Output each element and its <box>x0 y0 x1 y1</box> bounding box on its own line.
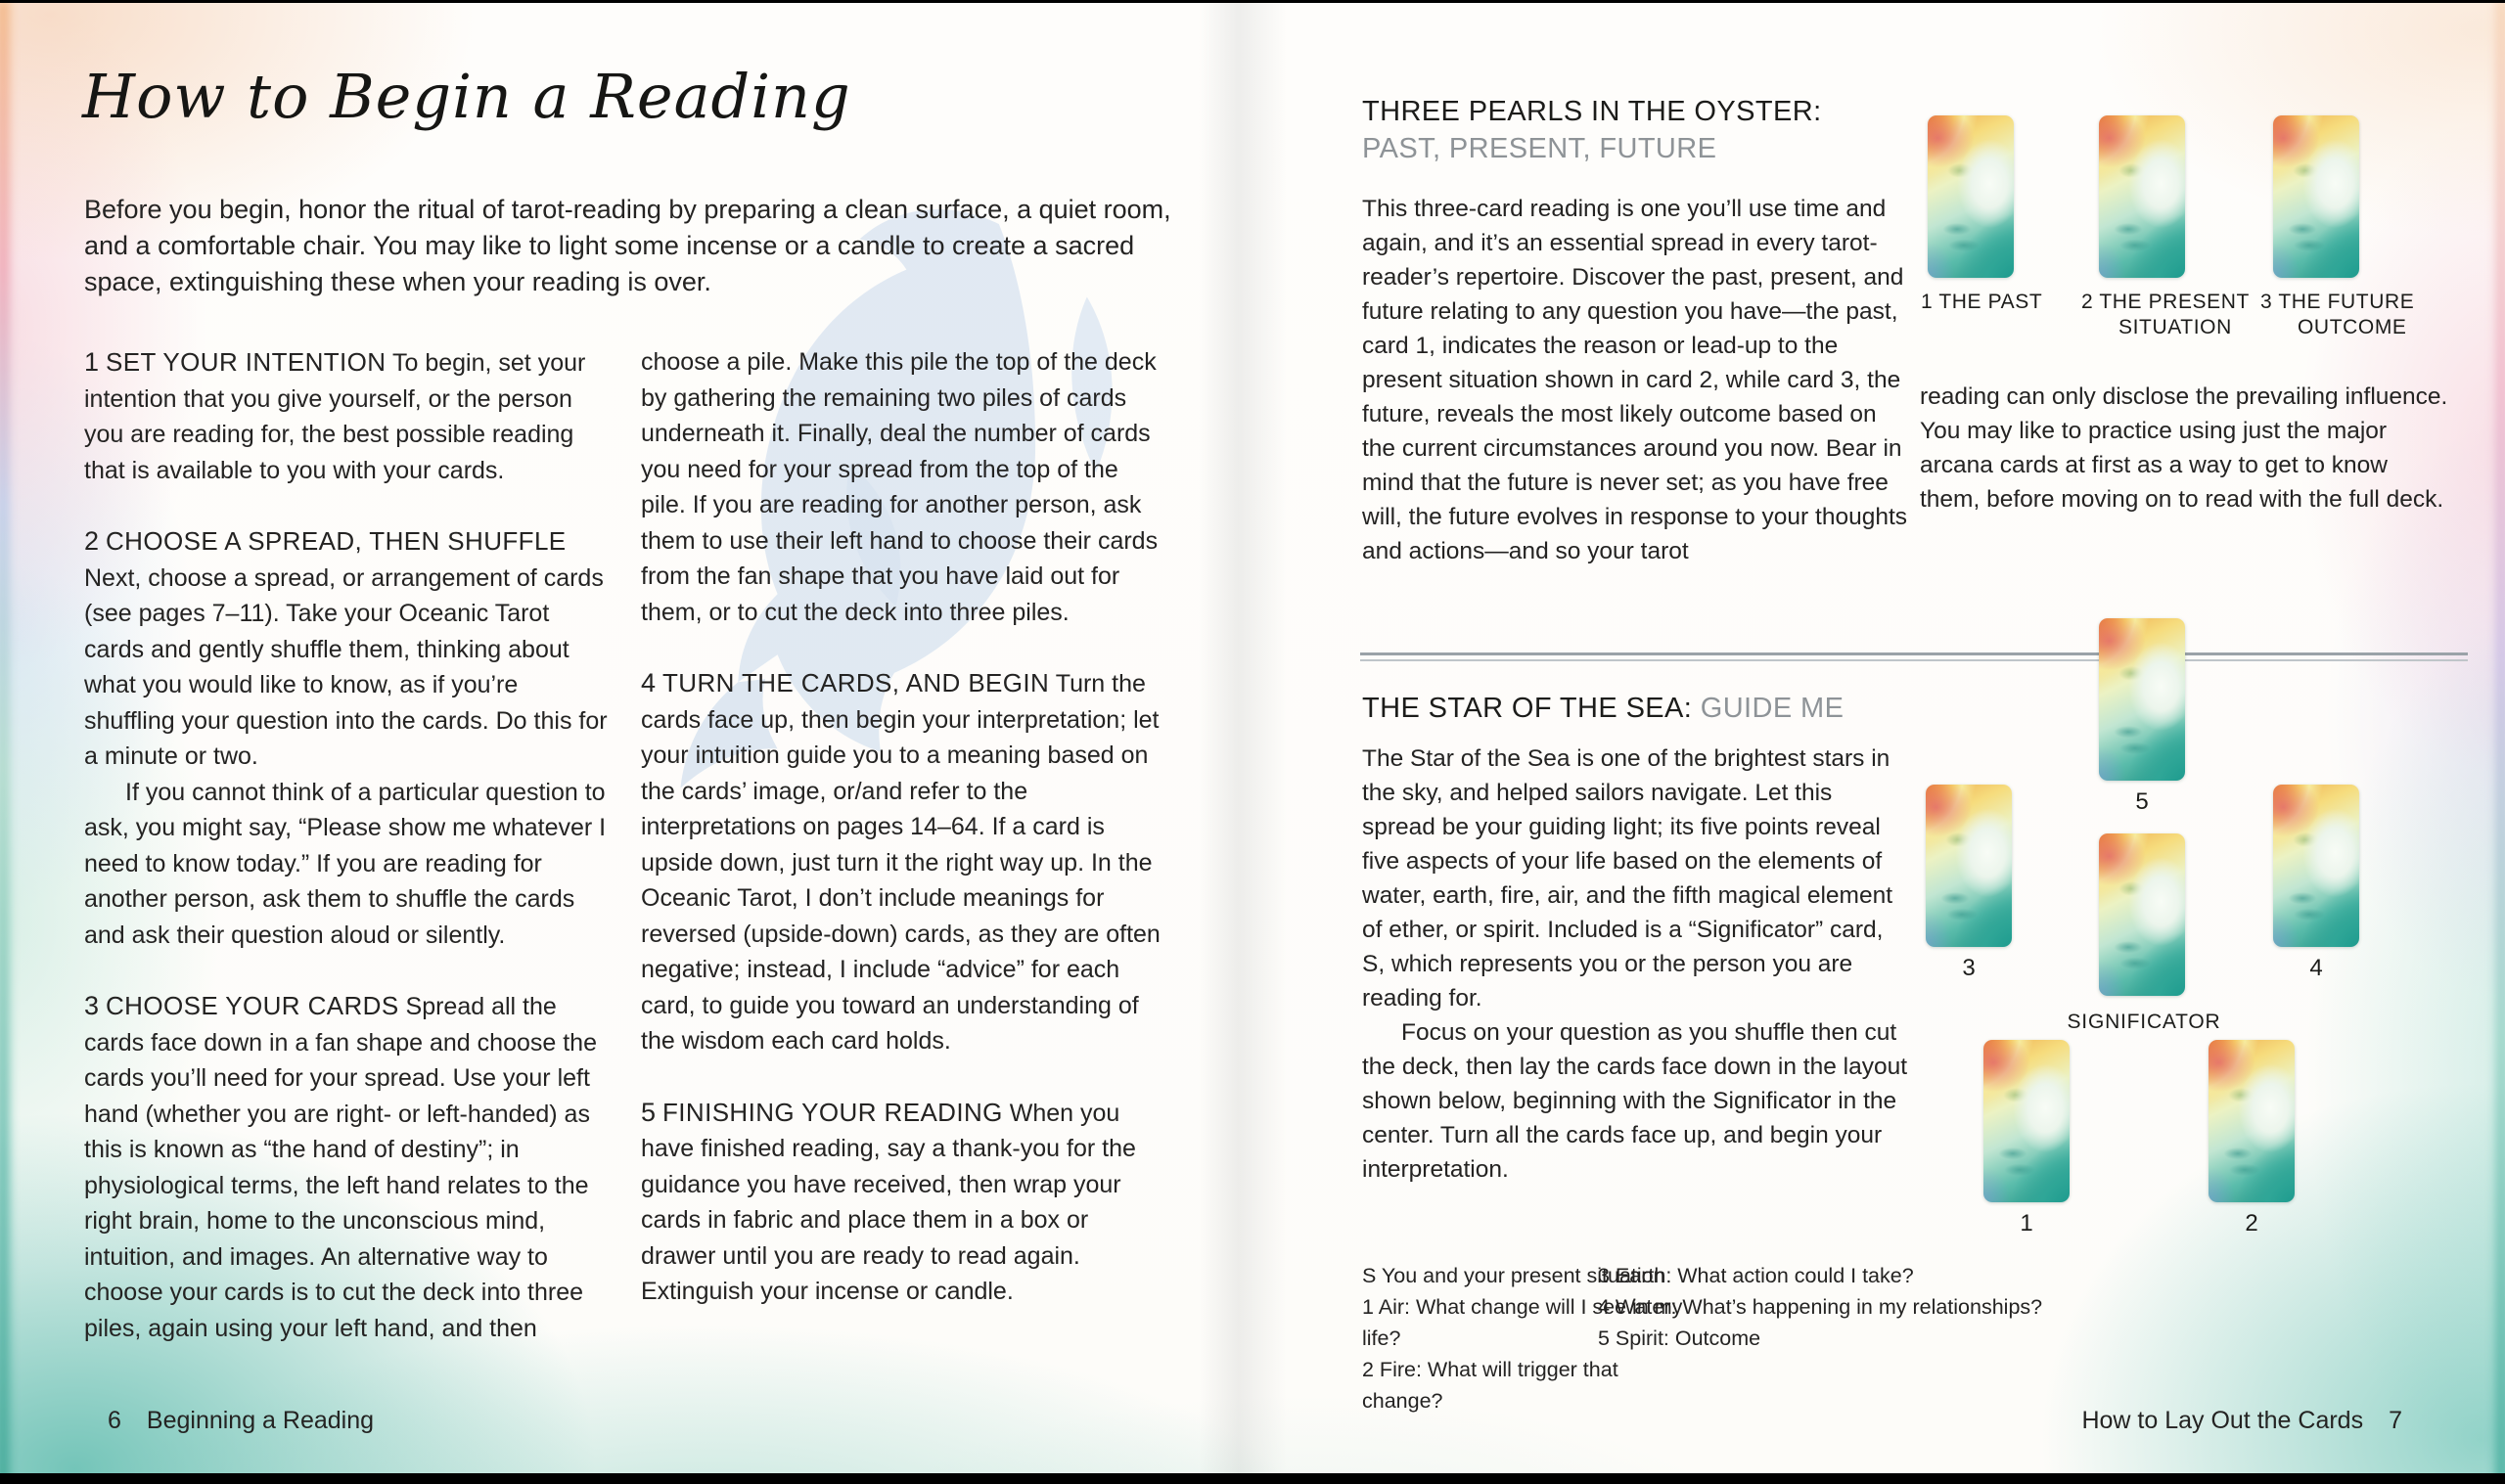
spread-card-4-label: 4 <box>2309 955 2323 981</box>
spread-card-2 <box>2209 1040 2295 1202</box>
star-heading-sub: GUIDE ME <box>1700 693 1845 724</box>
step-3-number: 3 <box>84 991 100 1020</box>
step-2-paragraph-2: If you cannot think of a particular question to ask, you might say, “Please show me whatever I need to know today.” If you are reading for another person, ask them to shuffle the cards and ask their question aloud or silently. <box>84 778 607 949</box>
tarot-card-back-future <box>2273 115 2359 278</box>
card-label-future-line1: 3 THE FUTURE <box>2260 291 2415 313</box>
card-label-past <box>1921 290 2042 315</box>
star-body-paragraph-1: The Star of the Sea is one of the brightest stars in the sky, and helped sailors navigate. Let this spread be your guiding light; its five points reveal five aspects of your life based on the elements of water, earth, fire, air, and the fifth magical element of ether, or spirit. Included is a “Significator” card, S, which represents you or the person you are reading for. <box>1362 745 1893 1012</box>
step-1-heading: SET YOUR INTENTION <box>105 347 387 377</box>
watercolor-left-edge <box>0 0 10 1484</box>
spread-card-5-label: 5 <box>2135 788 2149 815</box>
key-item-1-air: 1 Air: What change will I see in my life? <box>1362 1295 1683 1350</box>
step-3-body: Spread all the cards face down in a fan shape and choose the cards you’ll need for your spread. Use your left hand (whether you are right- or left-handed) as this is known as “the hand of destiny”; in physiological terms, the left hand relates to the right brain, home to the unconscious mind, intuition, and images. An alternative way to choose your cards is to cut the deck into three piles, again using your left hand, and then <box>84 993 597 1342</box>
pearls-body-text: This three-card reading is one you’ll use time and again, and it’s an essential spread in every tarot-reader’s repertoire. Discover the past, present, and future relating to any question you have—the past, card 1, indicates the reason or lead-up to the present situation shown in card 2, while card 3, the future, reveals the most likely outcome based on the current circumstances around you now. Bear in mind that the future is never set; as you have free will, the future evolves in response to your thoughts and actions—and so your tarot <box>1362 196 1908 564</box>
left-footer-section-title: Beginning a Reading <box>146 1407 375 1434</box>
pearls-heading-main: THREE PEARLS IN THE OYSTER: <box>1362 96 1822 127</box>
step-2 <box>84 523 613 775</box>
significator-label: SIGNIFICATOR <box>2067 1011 2221 1033</box>
step-3-heading: CHOOSE YOUR CARDS <box>105 991 399 1020</box>
page-gutter <box>1199 0 1287 1484</box>
right-footer-section-title: How to Lay Out the Cards <box>2081 1407 2364 1434</box>
step-5-body: When you have finished reading, say a thank-you for the guidance you have received, then wrap your cards in fabric and place them in a box or drawer until you are ready to read again. Extinguish your incense or candle. <box>641 1099 1136 1305</box>
pearls-body-continuation: reading can only disclose the prevailing influence. You may like to practice using just the major arcana cards at first as a way to get to know them, before moving on to read with the full deck. <box>1920 383 2448 513</box>
card-label-present-line1: 2 THE PRESENT <box>2081 291 2250 313</box>
step-4-number: 4 <box>641 668 657 697</box>
watercolor-right-edge <box>2495 0 2505 1484</box>
right-footer <box>2081 1407 2402 1435</box>
step-5 <box>641 1095 1169 1310</box>
step-3 <box>84 988 613 1346</box>
scan-edge-top <box>0 0 2505 3</box>
step-1 <box>84 344 613 488</box>
star-body-paragraph-2: Focus on your question as you shuffle then cut the deck, then lay the cards face down in the layout shown below, beginning with the Significator in the center. Turn all the cards face up, and begin your interpretation. <box>1362 1019 1908 1183</box>
tarot-card-back-present <box>2099 115 2185 278</box>
left-column-1 <box>84 344 613 1381</box>
key-item-3-earth: 3 Earth: What action could I take? <box>1598 1264 1914 1287</box>
card-label-present-line2: SITUATION <box>2118 316 2232 338</box>
section-divider-rule <box>1360 652 2468 661</box>
spread-card-2-label: 2 <box>2245 1210 2258 1237</box>
step-1-number: 1 <box>84 347 100 377</box>
step-4-body: Turn the cards face up, then begin your interpretation; let your intuition guide you to a meaning based on the cards’ image, or/and refer to the interpretations on pages 14–64. If a card is upside down, just turn it the right way up. In the Oceanic Tarot, I don’t include meanings for reversed (upside-down) cards, as they are often negative; instead, I include “advice” for each card, to guide you toward an understanding of the wisdom each card holds. <box>641 670 1161 1055</box>
left-footer-page-number: 6 <box>108 1407 121 1434</box>
step-3-continuation: choose a pile. Make this pile the top of the deck by gathering the remaining two piles of cards underneath it. Finally, deal the number of cards you need for your spread from the top of the pile. If you are reading for another person, ask them to use their left hand to choose their cards from the fan shape that you have laid out for them, or to cut the deck into three piles. <box>641 348 1159 626</box>
card-label-future-line2: OUTCOME <box>2298 316 2407 338</box>
key-item-4-water: 4 Water: What’s happening in my relationships? <box>1598 1295 2043 1319</box>
intro-paragraph: Before you begin, honor the ritual of tarot-reading by preparing a clean surface, a quiet room, and a comfortable chair. You may like to light some incense or a candle to create a sacred space, extinguishing these when your reading is over. <box>84 195 1171 296</box>
left-column-2 <box>641 344 1169 1345</box>
scan-edge-bottom <box>0 1473 2505 1484</box>
card-label-present <box>2081 290 2250 340</box>
spread-card-1 <box>1983 1040 2070 1202</box>
step-1-body: To begin, set your intention that you give yourself, or the person you are reading for, the best possible reading that is available to you with your cards. <box>84 349 586 484</box>
spread-card-5 <box>2099 618 2185 781</box>
right-footer-page-number: 7 <box>2389 1407 2402 1434</box>
card-label-past-line1: 1 THE PAST <box>1921 291 2043 313</box>
step-5-heading: FINISHING YOUR READING <box>661 1097 1003 1127</box>
key-item-2-fire: 2 Fire: What will trigger that change? <box>1362 1358 1618 1413</box>
step-4 <box>641 665 1169 1059</box>
card-label-future <box>2260 290 2414 340</box>
spread-key-column-2 <box>1598 1260 2146 1354</box>
step-2-heading: CHOOSE A SPREAD, THEN SHUFFLE <box>105 526 567 556</box>
spread-card-significator <box>2099 833 2185 996</box>
spread-card-3 <box>1926 785 2012 947</box>
star-body <box>1362 742 1908 1187</box>
step-5-number: 5 <box>641 1097 657 1127</box>
key-item-5-spirit: 5 Spirit: Outcome <box>1598 1327 1761 1350</box>
step-4-heading: TURN THE CARDS, AND BEGIN <box>661 668 1050 697</box>
star-heading-main: THE STAR OF THE SEA: <box>1362 693 1693 724</box>
spread-card-3-label: 3 <box>1962 955 1976 981</box>
star-heading <box>1362 693 1844 725</box>
left-footer <box>108 1407 374 1435</box>
step-2-number: 2 <box>84 526 100 556</box>
spread-card-1-label: 1 <box>2020 1210 2033 1237</box>
pearls-body <box>1362 192 1908 568</box>
page-title: How to Begin a Reading <box>82 61 851 132</box>
pearls-heading-sub: PAST, PRESENT, FUTURE <box>1362 133 1717 164</box>
key-item-s: S You and your present situation <box>1362 1264 1665 1287</box>
tarot-card-back-past <box>1928 115 2014 278</box>
step-2-body: Next, choose a spread, or arrangement of cards (see pages 7–11). Take your Oceanic Tarot cards and gently shuffle them, thinking about what you would like to know, as if you’re shuffling your question into the cards. Do this for a minute or two. <box>84 563 608 770</box>
spread-card-4 <box>2273 785 2359 947</box>
